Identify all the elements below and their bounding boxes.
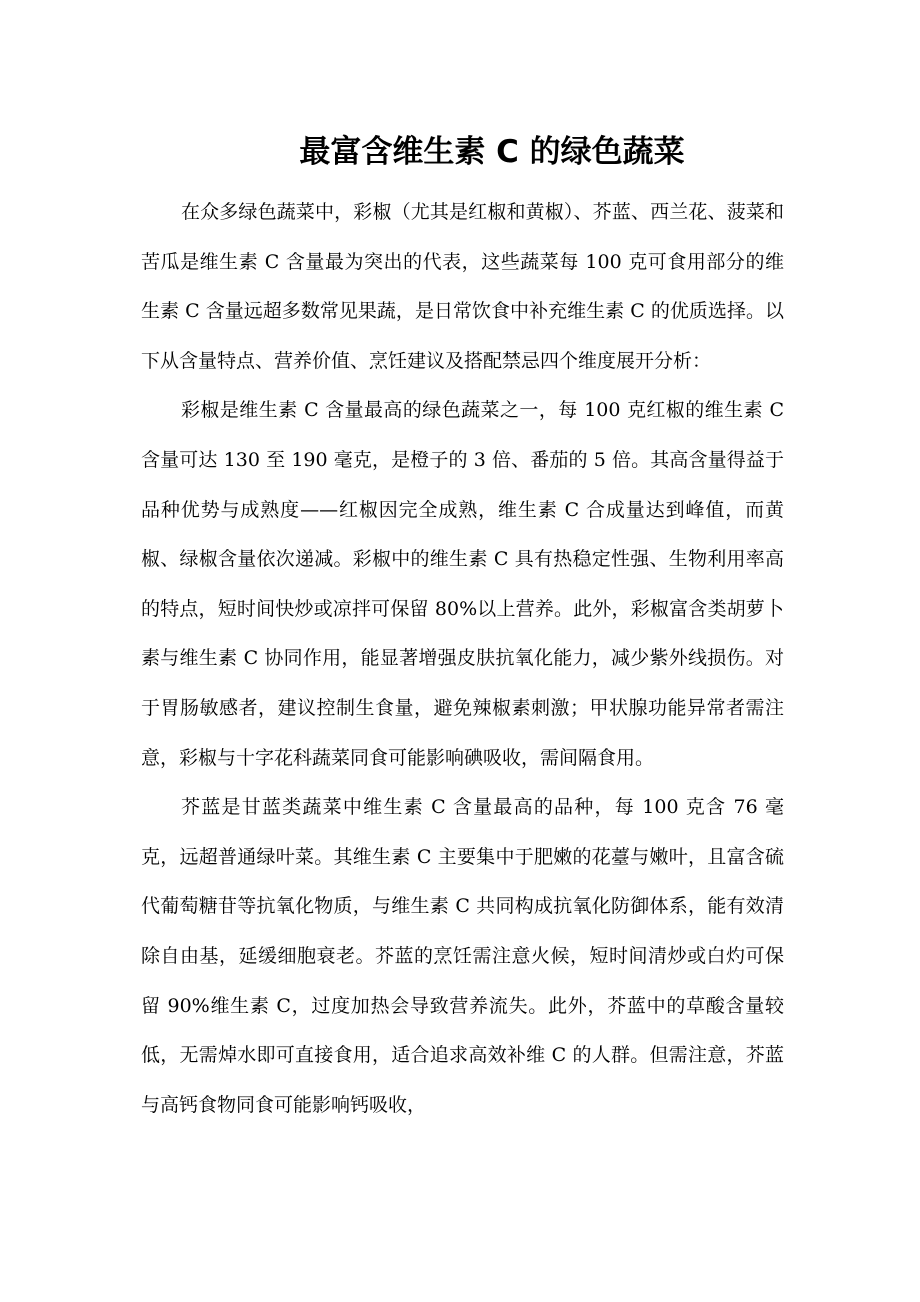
paragraph-bell-pepper: 彩椒是维生素 C 含量最高的绿色蔬菜之一，每 100 克红椒的维生素 C 含量可达 130 至 190 毫克，是橙子的 3 倍、番茄的 5 倍。其高含量得益于品种优势与成熟度——红椒因完全成熟，维生素 C 合成量达到峰值，而黄椒、绿椒含量依次递减。彩椒中的维生素 C 具有热稳定性强、生物利用率高的特点，短时间快炒或凉拌可保留 80%以上营养。此外，彩椒富含类胡萝卜素与维生素 C 协同作用，能显著增强皮肤抗氧化能力，减少紫外线损伤。对于胃肠敏感者，建议控制生食量，避免辣椒素刺激；甲状腺功能异常者需注意，彩椒与十字花科蔬菜同食可能影响碘吸收，需间隔食用。 [141, 399, 784, 769]
document-body [141, 188, 784, 1130]
paragraph-intro: 在众多绿色蔬菜中，彩椒（尤其是红椒和黄椒）、芥蓝、西兰花、菠菜和苦瓜是维生素 C 含量最为突出的代表，这些蔬菜每 100 克可食用部分的维生素 C 含量远超多数常见果蔬，是日常饮食中补充维生素 C 的优质选择。以下从含量特点、营养价值、烹饪建议及搭配禁忌四个维度展开分析： [141, 201, 784, 372]
document-title: 最富含维生素 C 的绿色蔬菜 [299, 134, 685, 170]
paragraph-chinese-kale: 芥蓝是甘蓝类蔬菜中维生素 C 含量最高的品种，每 100 克含 76 毫克，远超普通绿叶菜。其维生素 C 主要集中于肥嫩的花薹与嫩叶，且富含硫代葡萄糖苷等抗氧化物质，与维生素 C 共同构成抗氧化防御体系，能有效清除自由基，延缓细胞衰老。芥蓝的烹饪需注意火候，短时间清炒或白灼可保留 90%维生素 C，过度加热会导致营养流失。此外，芥蓝中的草酸含量较低，无需焯水即可直接食用，适合追求高效补维 C 的人群。但需注意，芥蓝与高钙食物同食可能影响钙吸收， [141, 796, 784, 1116]
